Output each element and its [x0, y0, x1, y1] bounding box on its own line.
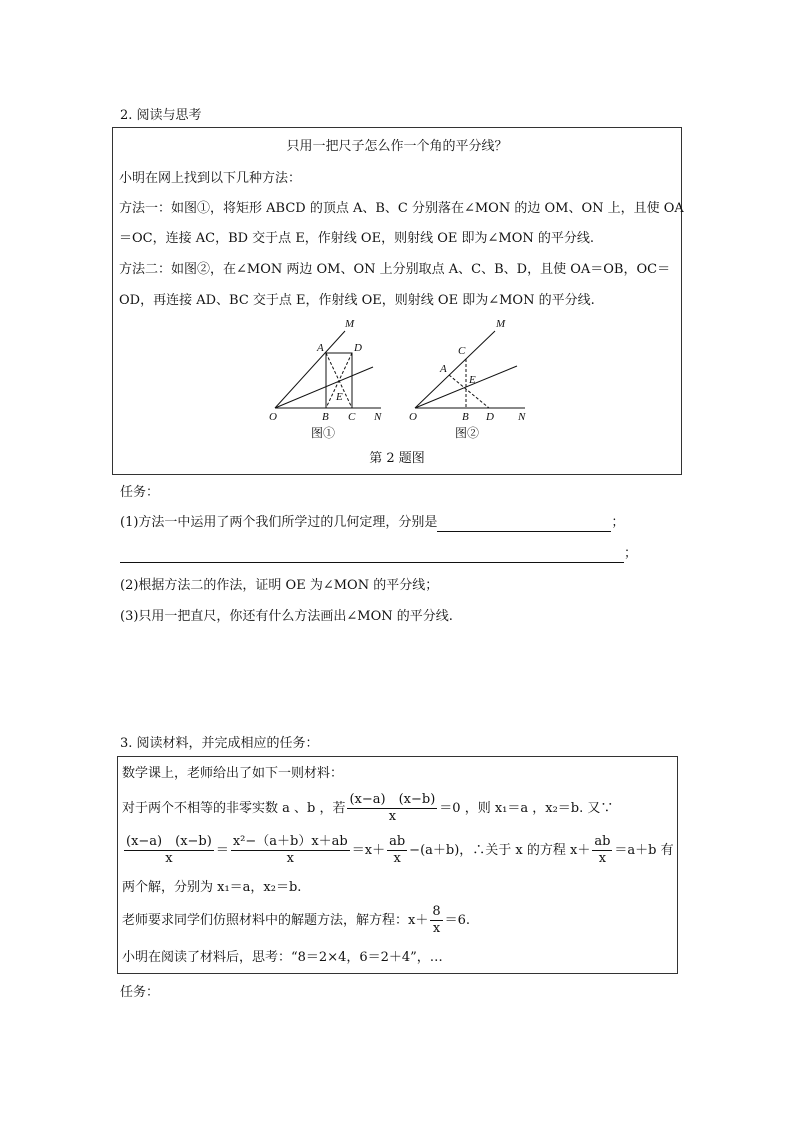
fig1-ray-om: [275, 331, 345, 408]
frac-2-numerator: (x−a) (x−b): [126, 834, 212, 849]
frac-6-denominator: x: [432, 921, 441, 936]
fig2-label-c: C: [458, 345, 466, 357]
fig1-label-a: A: [317, 342, 324, 354]
frac-2: [124, 834, 214, 867]
fig2-label-d: D: [486, 411, 494, 423]
q2-task3: (3)只用一把直尺，你还有什么方法画出∠MON 的平分线.: [120, 609, 453, 624]
figure-1: [263, 314, 393, 444]
q2-reading-box: [112, 127, 682, 475]
q2-task2: (2)根据方法二的作法，证明 OE 为∠MON 的平分线；: [120, 578, 439, 593]
q3-line4: 两个解，分别为 x₁＝a，x₂＝b.: [122, 880, 302, 895]
frac-1-numerator: (x−a) (x−b): [349, 792, 436, 807]
q3-line2-b: ＝0 ，则 x₁＝a ，x₂＝b. 又∵: [439, 801, 614, 816]
figure-2: [407, 314, 537, 444]
frac-5: [592, 834, 612, 867]
q3-line2: [122, 791, 613, 827]
q3-line3-end: ＝a＋b 有: [614, 843, 674, 858]
fig2-ray-om: [415, 331, 495, 408]
fig1-label-o: O: [269, 411, 277, 423]
fig2-label-a: A: [440, 363, 447, 375]
fig2-label-m: M: [496, 318, 506, 330]
frac-5-denominator: x: [598, 851, 607, 866]
q2-box-title: 只用一把尺子怎么作一个角的平分线？: [286, 139, 508, 154]
q3-heading: 3. 阅读材料，并完成相应的任务：: [120, 736, 319, 751]
fig1-label-b: B: [322, 411, 329, 423]
q2-task1: [120, 514, 624, 532]
q3-line5-b: ＝6.: [444, 913, 471, 928]
frac-2-denominator: x: [165, 851, 173, 866]
fig1-label-c: C: [348, 411, 356, 423]
fig1-caption: 图①: [311, 426, 336, 440]
q2-task1-sep1: ；: [611, 515, 625, 530]
q3-line1: 数学课上，老师给出了如下一则材料：: [122, 766, 344, 781]
q2-task1-text: (1)方法一中运用了两个我们所学过的几何定理，分别是: [120, 515, 438, 530]
q3-eq1: ＝: [215, 843, 229, 858]
q3-line5: [122, 903, 470, 939]
q2-method2-line2: OD，再连接 AD、BC 交于点 E，作射线 OE，则射线 OE 即为∠MON 的平分线.: [119, 293, 595, 308]
q3-line3: [122, 833, 674, 869]
fig2-label-e: E: [469, 374, 476, 386]
fig1-label-n: N: [374, 411, 382, 423]
task1-answer-blank-1[interactable]: [437, 515, 611, 532]
fig1-label-d: D: [354, 342, 362, 354]
q2-intro: 小明在网上找到以下几种方法：: [119, 171, 302, 186]
q3-line6: 小明在阅读了材料后，思考：“8＝2×4，6＝2＋4”，…: [122, 950, 443, 965]
fig2-caption: 图②: [455, 426, 480, 440]
fig2-label-o: O: [409, 411, 417, 423]
frac-6: [430, 904, 442, 937]
q3-line3-mid: −(a＋b)，∴关于 x 的方程 x＋: [409, 843, 591, 858]
frac-3: [231, 834, 350, 867]
fig1-label-e: E: [336, 391, 343, 403]
q2-task1-line2: [120, 545, 637, 563]
fig1-label-m: M: [345, 318, 355, 330]
frac-3-numerator: x²−（a＋b）x＋ab: [232, 834, 348, 849]
frac-1: [347, 792, 437, 825]
task1-answer-blank-2[interactable]: [120, 546, 624, 563]
frac-3-denominator: x: [286, 851, 294, 866]
q3-eq2: ＝x＋: [351, 843, 386, 858]
frac-6-numerator: 8: [432, 904, 441, 919]
q2-figure-caption: 第 2 题图: [369, 451, 425, 466]
q2-method2-line1: 方法二：如图②，在∠MON 两边 OM、ON 上分别取点 A、C、B、D，且使 OA＝OB，OC＝: [119, 262, 671, 277]
q2-method1-line2: ＝OC，连接 AC，BD 交于点 E，作射线 OE，则射线 OE 即为∠MON 的平分线.: [119, 231, 594, 246]
q3-task-label: 任务：: [120, 985, 160, 1000]
fig1-ray-oe: [275, 367, 373, 408]
q2-method1-line1: 方法一：如图①，将矩形 ABCD 的顶点 A、B、C 分别落在∠MON 的边 OM、ON 上，且使 OA: [119, 201, 684, 216]
fig2-label-b: B: [462, 411, 469, 423]
q2-task-label: 任务：: [120, 485, 160, 500]
frac-1-denominator: x: [388, 809, 397, 824]
q3-material-box: [117, 756, 678, 974]
fig2-label-n: N: [518, 411, 526, 423]
frac-5-numerator: ab: [594, 834, 611, 849]
q3-line5-a: 老师要求同学们仿照材料中的解题方法，解方程：x＋: [122, 913, 429, 928]
frac-4-denominator: x: [393, 851, 401, 866]
q2-task1-sep2: ；: [624, 546, 638, 561]
q2-heading: 2. 阅读与思考: [120, 108, 202, 123]
frac-4: [387, 834, 407, 867]
q3-line2-a: 对于两个不相等的非零实数 a 、b ，若: [122, 801, 346, 816]
frac-4-numerator: ab: [389, 834, 406, 849]
